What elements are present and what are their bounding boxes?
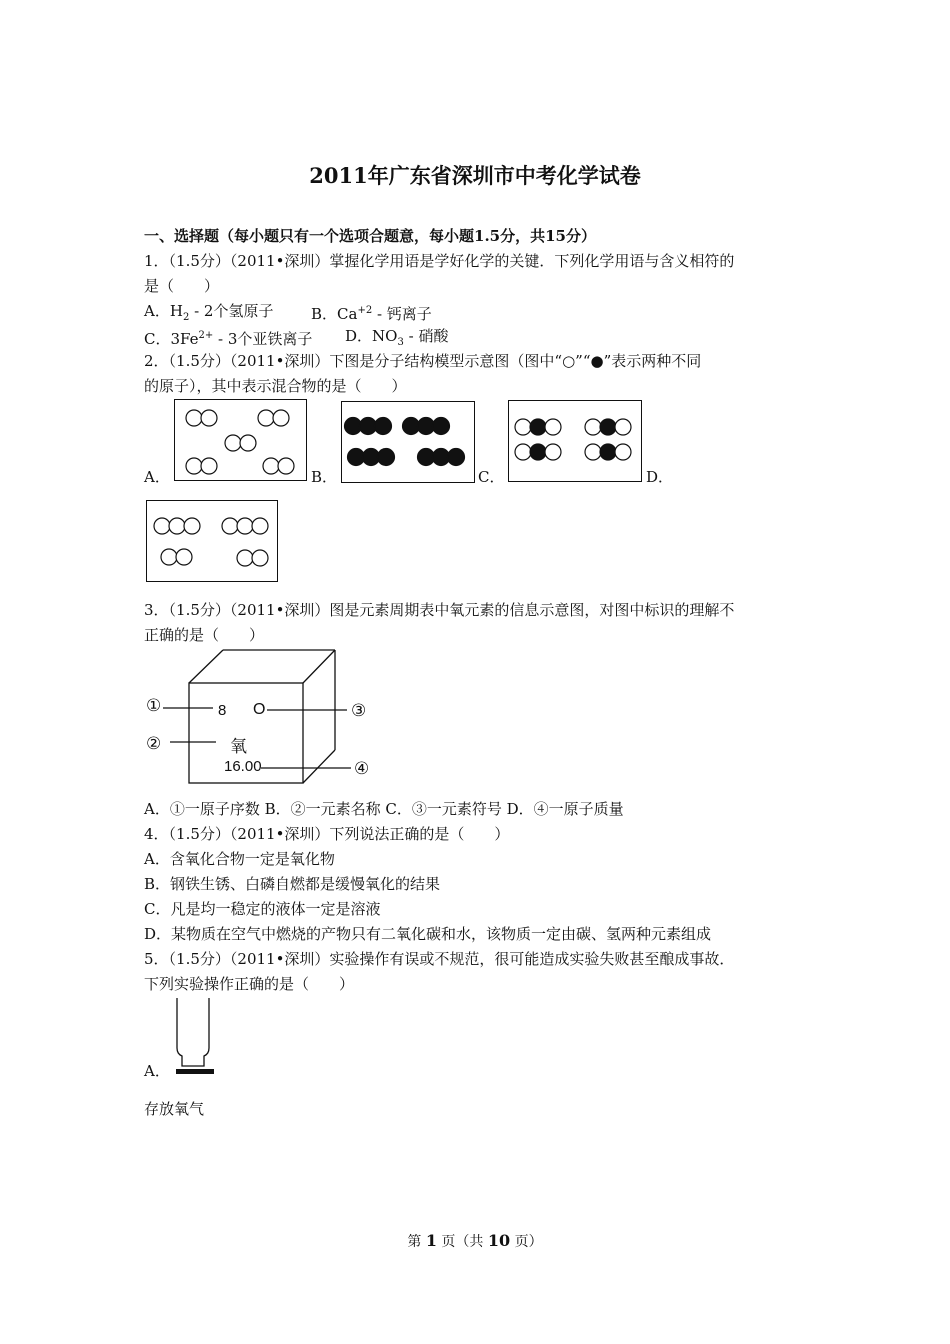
- marker-3: ③: [351, 701, 367, 721]
- q2-label-b: B．: [311, 468, 338, 486]
- marker-4: ④: [354, 759, 370, 779]
- q2-model-a-drawing: [175, 400, 306, 480]
- page-footer: 第 1 页（共 10 页）: [407, 1231, 543, 1250]
- q2-label-d: D．: [646, 468, 674, 486]
- q2-model-c-drawing: [509, 401, 641, 481]
- q2-stem-line1: 2．（1.5分）（2011•深圳）下图是分子结构模型示意图（图中“○”“●”表示两种不同: [144, 352, 702, 370]
- q1-stem-line1: 1．（1.5分）（2011•深圳）掌握化学用语是学好化学的关键．下列化学用语与含义相符的: [144, 252, 735, 270]
- q3-options: A．①一原子序数 B．②一元素名称 C．③一元素符号 D．④一原子质量: [144, 800, 624, 818]
- q5-option-a-label: A．: [144, 1062, 170, 1080]
- q1-option-b: B．$Ca^{+2}$ - 钙离子: [311, 305, 432, 323]
- q2-model-b: [341, 401, 475, 483]
- q5-stem-line1: 5．（1.5分）（2011•深圳）实验操作有误或不规范，很可能造成实验失败甚至酿成事故．: [144, 950, 735, 968]
- q1-option-d: D．$NO_3$ - 硝酸: [345, 327, 449, 348]
- q3-stem-line1: 3．（1.5分）（2011•深圳）图是元素周期表中氧元素的信息示意图，对图中标识的理解不: [144, 601, 735, 619]
- q2-model-b-drawing: [342, 402, 474, 482]
- q2-label-a: A．: [144, 468, 170, 486]
- marker-2: ②: [146, 734, 162, 754]
- q5-option-a-caption: 存放氧气: [144, 1100, 205, 1118]
- marker-1: ①: [146, 696, 162, 716]
- atomic-number: 8: [218, 702, 227, 719]
- q2-model-d-drawing: [147, 501, 277, 581]
- page-title: 2011年广东省深圳市中考化学试卷: [309, 163, 641, 188]
- q1-option-a: A．$H_2 - 2$个氢原子: [144, 302, 274, 323]
- q2-model-a: [174, 399, 307, 481]
- q3-stem-line2: 正确的是（ ）: [144, 626, 265, 644]
- element-name: 氧: [230, 737, 247, 757]
- gas-bottle-drawing: [170, 996, 220, 1078]
- q4-option-a: A．含氧化合物一定是氧化物: [144, 850, 335, 868]
- q2-model-c: [508, 400, 642, 482]
- q1-stem-line2: 是（ ）: [144, 277, 220, 295]
- q5-stem-line2: 下列实验操作正确的是（ ）: [144, 975, 355, 993]
- q4-stem: 4．（1.5分）（2011•深圳）下列说法正确的是（ ）: [144, 825, 510, 843]
- q2-label-c: C．: [478, 468, 505, 486]
- q2-stem-line2: 的原子），其中表示混合物的是（ ）: [144, 377, 407, 395]
- q3-element-figure: [140, 645, 380, 790]
- q4-option-d: D．某物质在空气中燃烧的产物只有二氧化碳和水，该物质一定由碳、氢两种元素组成: [144, 925, 712, 943]
- q4-option-c: C．凡是均一稳定的液体一定是溶液: [144, 900, 381, 918]
- atomic-mass: 16.00: [224, 758, 262, 775]
- q1-option-c: C．$3Fe^{2+} - 3$个亚铁离子: [144, 330, 313, 348]
- q2-model-d: [146, 500, 278, 582]
- section-heading: 一、选择题（每小题只有一个选项合题意，每小题1.5分，共15分）: [144, 227, 596, 245]
- element-symbol: O: [253, 701, 266, 718]
- q4-option-b: B．钢铁生锈、白磷自燃都是缓慢氧化的结果: [144, 875, 441, 893]
- gas-bottle-icon: [170, 996, 220, 1078]
